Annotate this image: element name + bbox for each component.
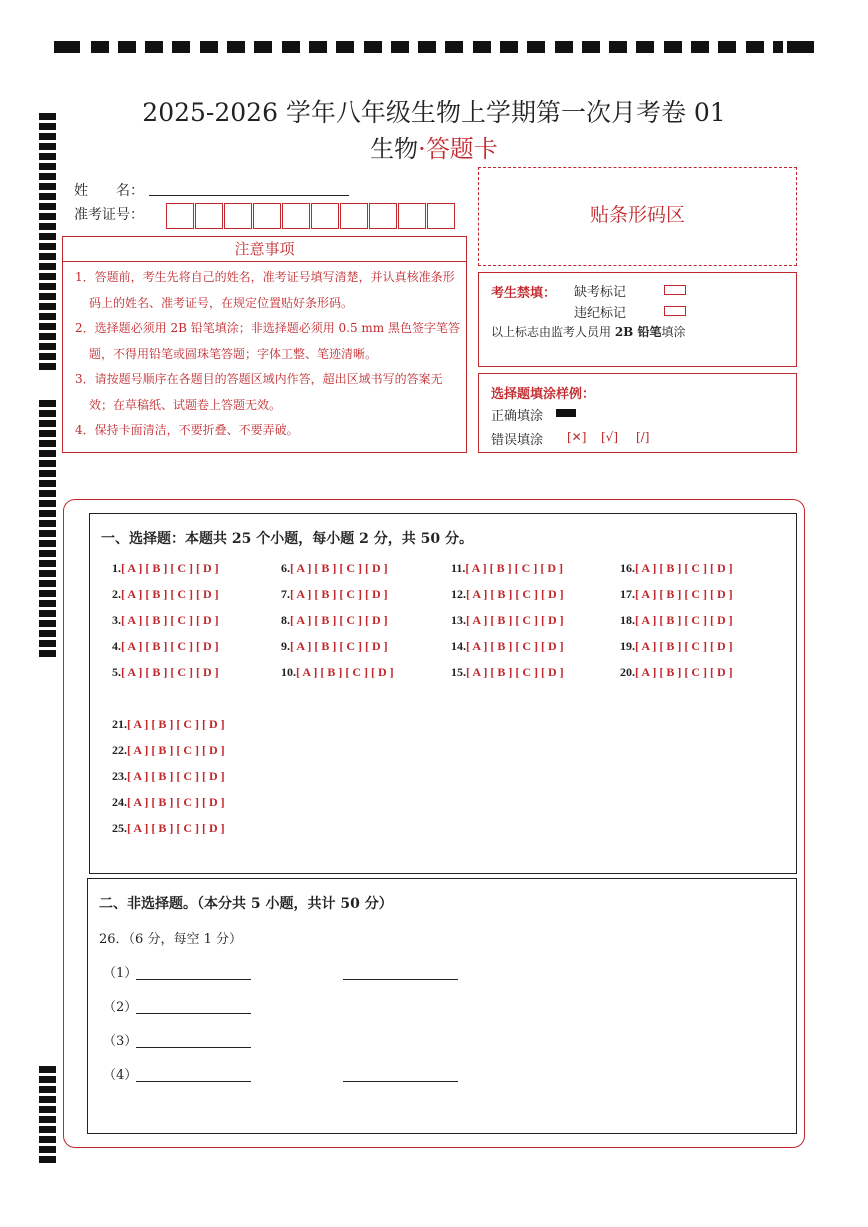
choice-question[interactable]: [451, 665, 564, 680]
question-number: 10.: [281, 665, 296, 679]
timing-mark: [172, 41, 190, 53]
timing-mark: [39, 650, 56, 657]
choice-question[interactable]: [620, 639, 733, 654]
exam-title: 2025-2026 学年八年级生物上学期第一次月考卷 01: [142, 98, 726, 127]
absent-mark-box[interactable]: [664, 285, 686, 295]
question-number: 1.: [112, 561, 121, 575]
choice-question[interactable]: [112, 821, 225, 836]
timing-mark: [39, 1126, 56, 1133]
option-bubbles[interactable]: [ A ] [ B ] [ C ] [ D ]: [121, 587, 219, 601]
timing-mark: [227, 41, 245, 53]
timing-mark: [691, 41, 709, 53]
answer-line[interactable]: [343, 1081, 458, 1082]
question-number: 13.: [451, 613, 466, 627]
timing-mark: [555, 41, 573, 53]
timing-mark: [200, 41, 218, 53]
choice-question[interactable]: [112, 561, 219, 576]
choice-question[interactable]: [281, 561, 388, 576]
option-bubbles[interactable]: [ A ] [ B ] [ C ] [ D ]: [127, 821, 225, 835]
question-number: 5.: [112, 665, 121, 679]
timing-mark: [582, 41, 600, 53]
timing-marks-lower: [39, 1066, 56, 1166]
timing-mark: [39, 223, 56, 230]
option-bubbles[interactable]: [ A ] [ B ] [ C ] [ D ]: [635, 613, 733, 627]
question-number: 18.: [620, 613, 635, 627]
timing-mark: [39, 283, 56, 290]
question-number: 6.: [281, 561, 290, 575]
timing-mark: [145, 41, 163, 53]
timing-mark: [39, 610, 56, 617]
timing-mark: [39, 353, 56, 360]
option-bubbles[interactable]: [ A ] [ B ] [ C ] [ D ]: [635, 561, 733, 575]
timing-mark: [39, 273, 56, 280]
option-bubbles[interactable]: [ A ] [ B ] [ C ] [ D ]: [466, 613, 564, 627]
choice-question[interactable]: [451, 639, 564, 654]
timing-mark: [39, 1156, 56, 1163]
option-bubbles[interactable]: [ A ] [ B ] [ C ] [ D ]: [290, 561, 388, 575]
answer-line[interactable]: [136, 1047, 251, 1048]
option-bubbles[interactable]: [ A ] [ B ] [ C ] [ D ]: [296, 665, 394, 679]
timing-mark: [39, 450, 56, 457]
question-26-header: 26．（6 分，每空 1 分）: [99, 932, 242, 947]
timing-mark: [364, 41, 382, 53]
timing-mark: [39, 1116, 56, 1123]
choice-question[interactable]: [281, 665, 394, 680]
timing-mark: [39, 590, 56, 597]
card-label: 答题卡: [425, 135, 498, 163]
choice-question[interactable]: [451, 561, 563, 576]
question-number: 3.: [112, 613, 121, 627]
question-number: 4.: [112, 639, 121, 653]
option-bubbles[interactable]: [ A ] [ B ] [ C ] [ D ]: [466, 639, 564, 653]
question-number: 16.: [620, 561, 635, 575]
question-number: 23.: [112, 769, 127, 783]
timing-mark: [636, 41, 654, 53]
forbid-note: 以上标志由监考人员用 2B 铅笔填涂: [491, 325, 686, 339]
choice-question[interactable]: [281, 639, 388, 654]
question-number: 8.: [281, 613, 290, 627]
choice-question[interactable]: [112, 587, 219, 602]
examinee-forbidden-box: [478, 272, 797, 367]
timing-mark: [39, 1076, 56, 1083]
choice-question[interactable]: [112, 717, 225, 732]
timing-mark: [39, 440, 56, 447]
choice-question[interactable]: [620, 613, 733, 628]
timing-mark: [39, 203, 56, 210]
choice-question[interactable]: [451, 587, 564, 602]
choice-question[interactable]: [451, 613, 564, 628]
id-label: 准考证号：: [74, 207, 144, 223]
choice-question[interactable]: [620, 665, 733, 680]
blank-label-1: （1）: [103, 966, 138, 981]
timing-mark: [39, 560, 56, 567]
timing-mark: [773, 41, 783, 53]
timing-marks-middle: [39, 400, 56, 660]
timing-mark: [254, 41, 272, 53]
timing-mark: [746, 41, 764, 53]
choice-question[interactable]: [112, 639, 219, 654]
timing-mark: [39, 173, 56, 180]
answer-line[interactable]: [136, 1013, 251, 1014]
fill-sample-box: [478, 373, 797, 453]
barcode-area: 贴条形码区: [478, 167, 797, 266]
section-nonchoice: [87, 878, 797, 1134]
question-number: 19.: [620, 639, 635, 653]
option-bubbles[interactable]: [ A ] [ B ] [ C ] [ D ]: [465, 561, 563, 575]
timing-mark: [39, 183, 56, 190]
wrong-mark-slash: [/]: [636, 430, 650, 444]
timing-mark: [39, 243, 56, 250]
timing-mark: [500, 41, 518, 53]
timing-mark: [39, 1086, 56, 1093]
blank-label-3: （3）: [103, 1034, 138, 1049]
timing-mark: [39, 470, 56, 477]
timing-mark: [39, 430, 56, 437]
wrong-mark-check: [√]: [601, 430, 619, 444]
timing-mark: [39, 580, 56, 587]
violation-mark-box[interactable]: [664, 306, 686, 316]
question-number: 15.: [451, 665, 466, 679]
answer-line[interactable]: [136, 1081, 251, 1082]
card-subtitle: 生物·答题卡: [370, 135, 498, 163]
choice-question[interactable]: [112, 769, 225, 784]
timing-mark-bar: [54, 41, 814, 55]
timing-mark: [282, 41, 300, 53]
question-number: 20.: [620, 665, 635, 679]
subject-label: 生物: [370, 135, 419, 163]
wrong-label: 错误填涂: [491, 433, 544, 448]
notice-item: 3．请按题号顺序在各题目的答题区域内作答，超出区域书写的答案无效；在草稿纸、试题卷上答题无效。: [75, 372, 443, 412]
timing-mark: [418, 41, 436, 53]
option-bubbles[interactable]: [ A ] [ B ] [ C ] [ D ]: [121, 639, 219, 653]
timing-mark: [39, 460, 56, 467]
violation-label: 违纪标记: [574, 306, 627, 321]
timing-mark: [391, 41, 409, 53]
question-number: 11.: [451, 561, 466, 575]
timing-mark: [39, 480, 56, 487]
timing-mark: [39, 343, 56, 350]
timing-mark: [39, 333, 56, 340]
choice-question[interactable]: [112, 665, 219, 680]
timing-mark: [39, 323, 56, 330]
timing-mark: [39, 400, 56, 407]
timing-mark: [39, 253, 56, 260]
timing-mark: [39, 233, 56, 240]
choice-question[interactable]: [620, 561, 733, 576]
timing-mark: [39, 213, 56, 220]
timing-mark: [39, 530, 56, 537]
forbid-title: 考生禁填：: [491, 286, 557, 301]
timing-mark: [445, 41, 463, 53]
question-number: 25.: [112, 821, 127, 835]
id-number-cells[interactable]: [166, 203, 456, 229]
timing-mark: [39, 500, 56, 507]
question-number: 9.: [281, 639, 290, 653]
notice-item: 1．答题前，考生先将自己的姓名，准考证号填写清楚，并认真核准条形码上的姓名、准考证号，在规定位置贴好条形码。: [75, 270, 455, 310]
timing-mark: [718, 41, 736, 53]
timing-mark: [39, 303, 56, 310]
choice-question[interactable]: [112, 613, 219, 628]
absent-label: 缺考标记: [574, 285, 627, 300]
option-bubbles[interactable]: [ A ] [ B ] [ C ] [ D ]: [290, 613, 388, 627]
timing-mark: [39, 263, 56, 270]
timing-mark: [39, 570, 56, 577]
wrong-mark-x: [✕]: [567, 430, 587, 444]
timing-mark: [39, 420, 56, 427]
choice-question[interactable]: [620, 587, 733, 602]
question-number: 12.: [451, 587, 466, 601]
blank-label-4: （4）: [103, 1068, 138, 1083]
timing-mark: [39, 550, 56, 557]
timing-mark: [39, 163, 56, 170]
timing-mark: [39, 540, 56, 547]
timing-mark: [54, 41, 80, 53]
timing-mark: [39, 293, 56, 300]
option-bubbles[interactable]: [ A ] [ B ] [ C ] [ D ]: [127, 795, 225, 809]
timing-mark: [39, 620, 56, 627]
timing-mark: [39, 600, 56, 607]
blank-label-2: （2）: [103, 1000, 138, 1015]
timing-mark: [39, 193, 56, 200]
option-bubbles[interactable]: [ A ] [ B ] [ C ] [ D ]: [290, 639, 388, 653]
answer-line[interactable]: [136, 979, 251, 980]
option-bubbles[interactable]: [ A ] [ B ] [ C ] [ D ]: [127, 717, 225, 731]
question-number: 2.: [112, 587, 121, 601]
question-number: 17.: [620, 587, 635, 601]
choice-question[interactable]: [112, 795, 225, 810]
timing-mark: [118, 41, 136, 53]
timing-mark: [39, 1066, 56, 1073]
question-number: 14.: [451, 639, 466, 653]
sample-title: 选择题填涂样例：: [491, 387, 596, 402]
option-bubbles[interactable]: [ A ] [ B ] [ C ] [ D ]: [466, 587, 564, 601]
timing-mark: [787, 41, 814, 53]
choice-question[interactable]: [112, 743, 225, 758]
timing-mark: [664, 41, 682, 53]
timing-mark: [39, 640, 56, 647]
notice-item: 4．保持卡面清洁，不要折叠、不要弄破。: [75, 423, 299, 437]
question-number: 7.: [281, 587, 290, 601]
section1-title: 一、选择题：本题共 25 个小题，每小题 2 分，共 50 分。: [101, 531, 473, 547]
timing-mark: [39, 313, 56, 320]
option-bubbles[interactable]: [ A ] [ B ] [ C ] [ D ]: [121, 613, 219, 627]
answer-line[interactable]: [343, 979, 458, 980]
name-input-line[interactable]: [149, 195, 349, 196]
timing-mark: [336, 41, 354, 53]
option-bubbles[interactable]: [ A ] [ B ] [ C ] [ D ]: [121, 665, 219, 679]
question-number: 21.: [112, 717, 127, 731]
choice-question[interactable]: [281, 587, 388, 602]
question-number: 24.: [112, 795, 127, 809]
notice-title: 注意事项: [62, 236, 467, 262]
timing-mark: [39, 1136, 56, 1143]
name-label: 姓 名：: [74, 183, 144, 199]
option-bubbles[interactable]: [ A ] [ B ] [ C ] [ D ]: [290, 587, 388, 601]
timing-mark: [39, 410, 56, 417]
timing-mark: [473, 41, 491, 53]
option-bubbles[interactable]: [ A ] [ B ] [ C ] [ D ]: [635, 665, 733, 679]
choice-question[interactable]: [281, 613, 388, 628]
option-bubbles[interactable]: [ A ] [ B ] [ C ] [ D ]: [127, 769, 225, 783]
option-bubbles[interactable]: [ A ] [ B ] [ C ] [ D ]: [635, 587, 733, 601]
timing-mark: [39, 510, 56, 517]
timing-mark: [39, 520, 56, 527]
timing-mark: [39, 1106, 56, 1113]
option-bubbles[interactable]: [ A ] [ B ] [ C ] [ D ]: [635, 639, 733, 653]
option-bubbles[interactable]: [ A ] [ B ] [ C ] [ D ]: [466, 665, 564, 679]
timing-mark: [309, 41, 327, 53]
section2-title: 二、非选择题。（本分共 5 小题，共计 50 分）: [99, 896, 393, 912]
timing-mark: [39, 1146, 56, 1153]
question-number: 22.: [112, 743, 127, 757]
timing-mark: [39, 1096, 56, 1103]
notice-box: [62, 261, 467, 453]
timing-mark: [91, 41, 109, 53]
notice-item: 2．选择题必须用 2B 铅笔填涂；非选择题必须用 0.5 mm 黑色签字笔答题，不得用铅笔或圆珠笔答题；字体工整、笔迹清晰。: [75, 321, 461, 361]
timing-mark: [527, 41, 545, 53]
option-bubbles[interactable]: [ A ] [ B ] [ C ] [ D ]: [127, 743, 225, 757]
option-bubbles[interactable]: [ A ] [ B ] [ C ] [ D ]: [121, 561, 219, 575]
timing-mark: [609, 41, 627, 53]
correct-fill-sample: [556, 409, 576, 417]
correct-label: 正确填涂: [491, 409, 544, 424]
timing-mark: [39, 363, 56, 370]
timing-mark: [39, 490, 56, 497]
timing-mark: [39, 630, 56, 637]
